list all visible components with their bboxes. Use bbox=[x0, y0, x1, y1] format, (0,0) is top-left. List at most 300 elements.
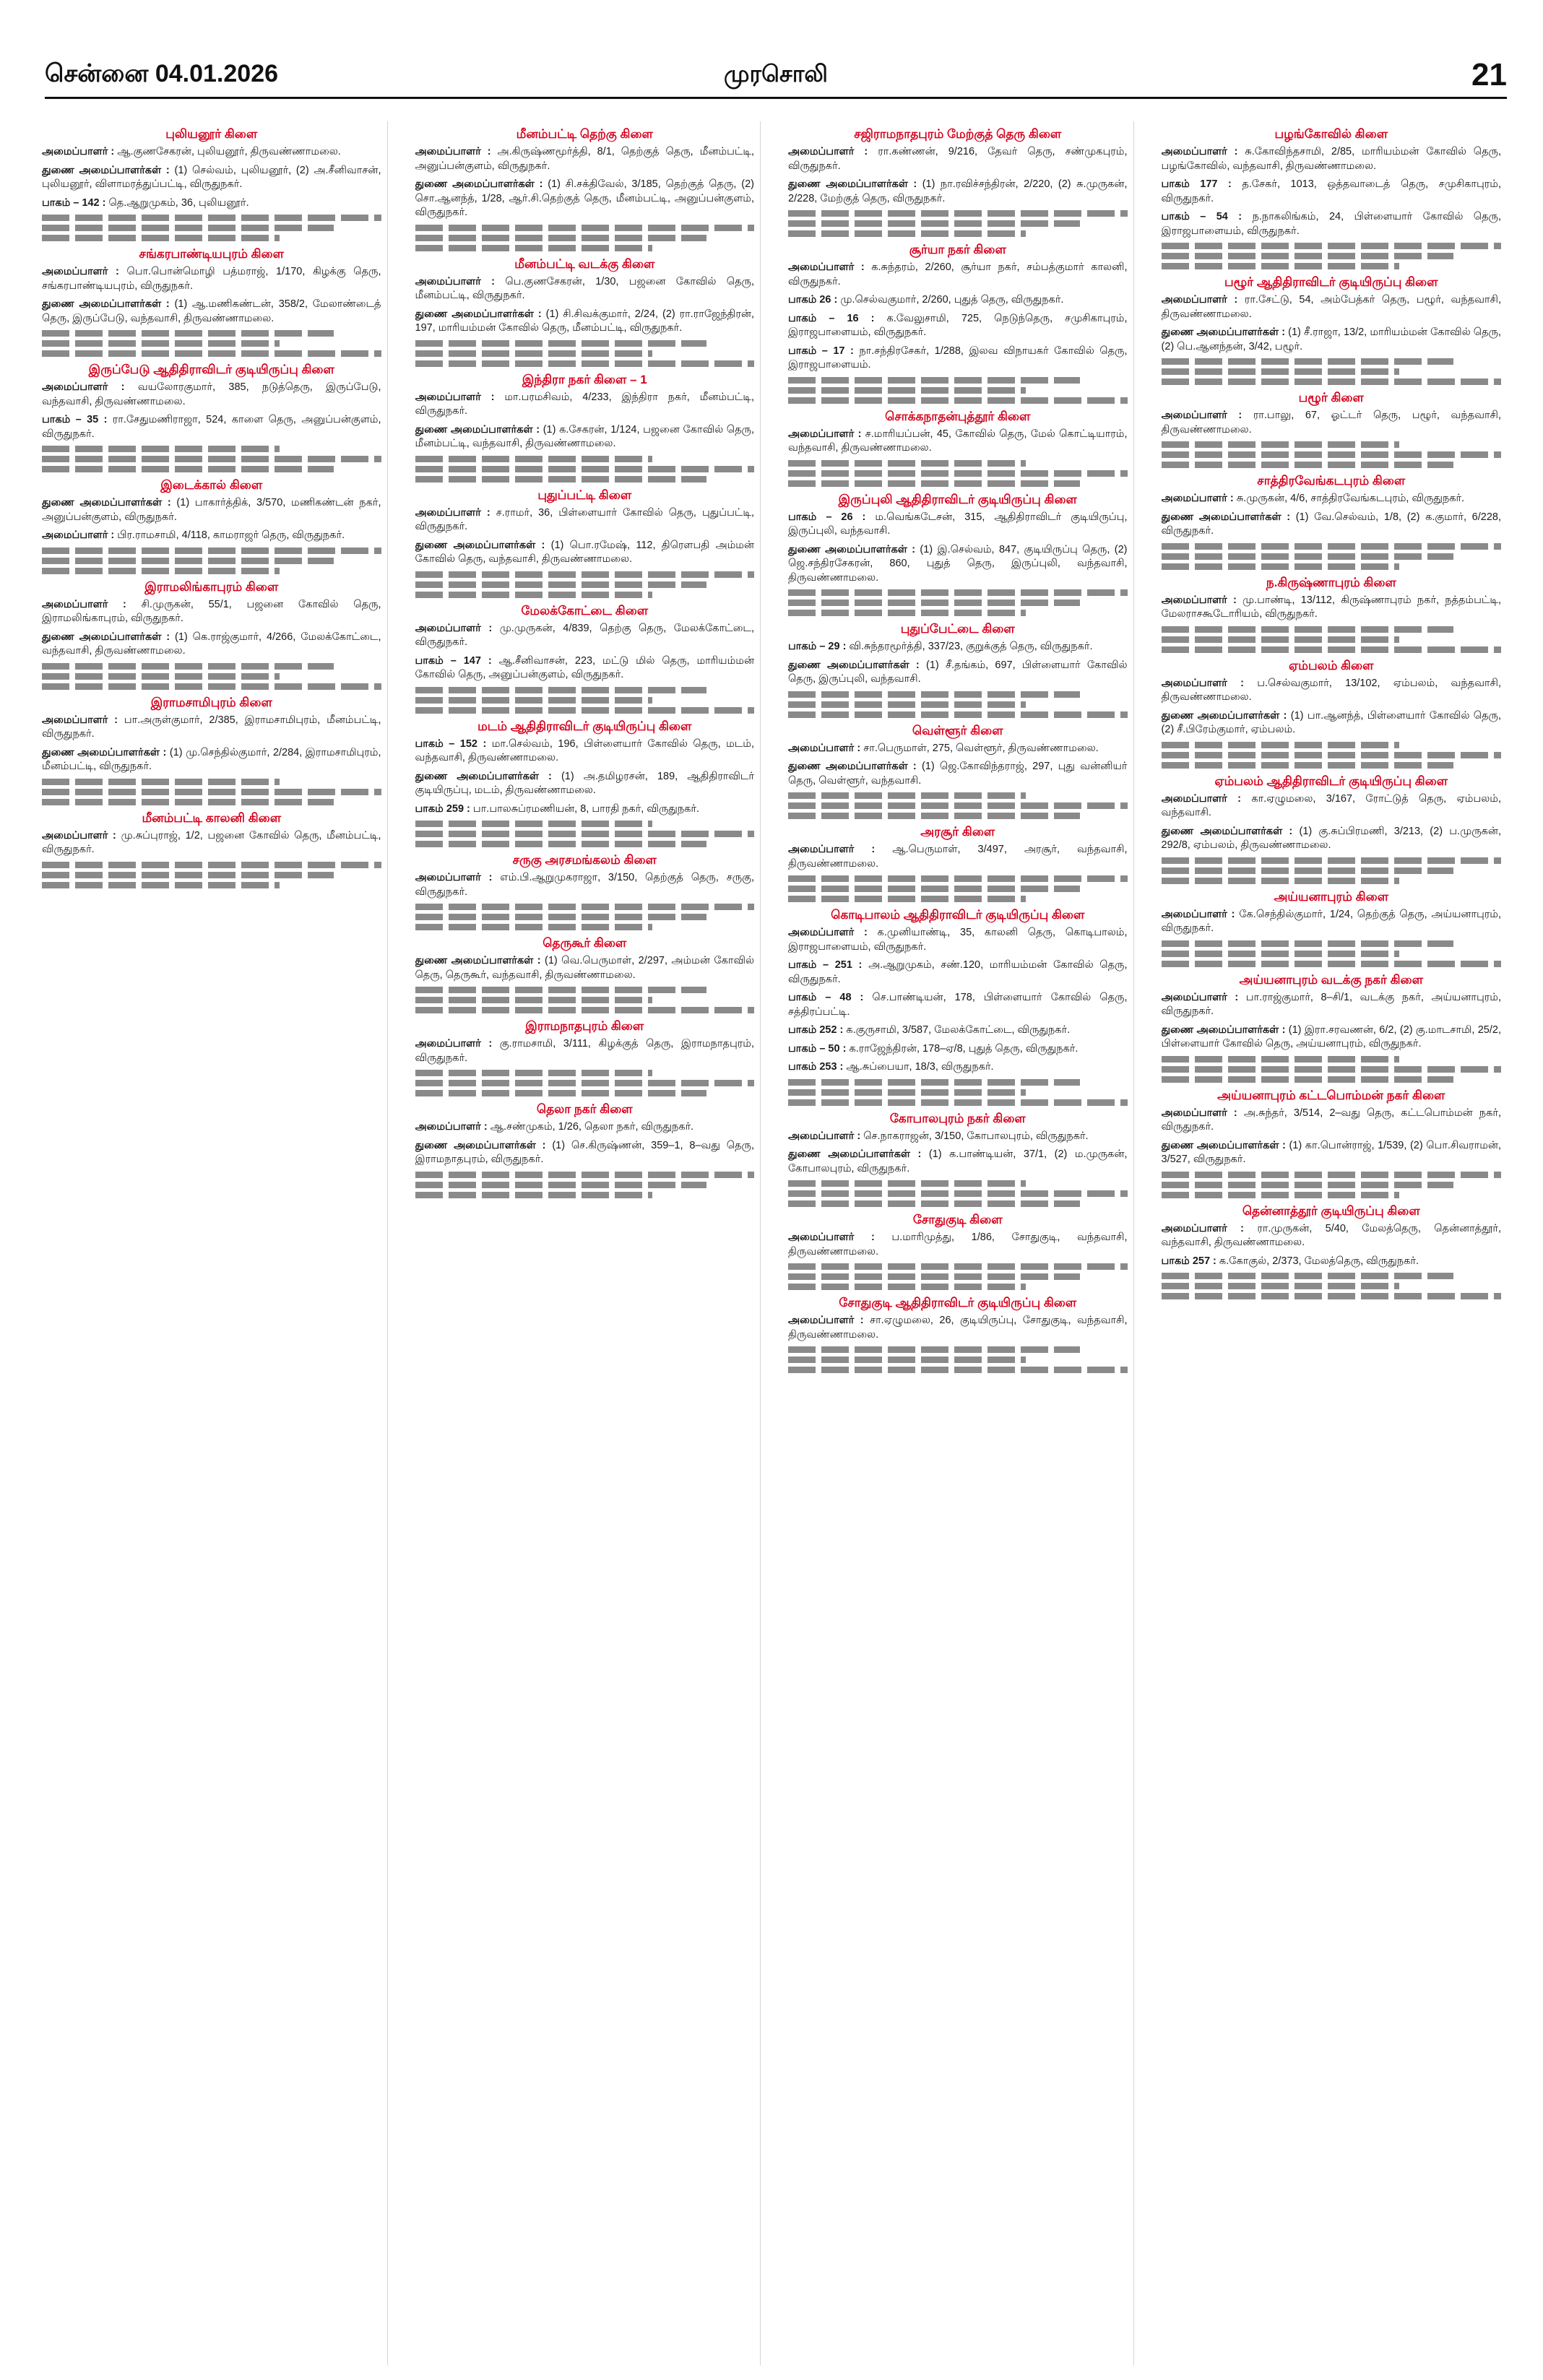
entry-label: பாகம் – 50 : bbox=[788, 1042, 850, 1055]
listing-entry bbox=[415, 654, 755, 683]
entry-label: பாகம் 26 : bbox=[788, 294, 841, 306]
listing-entry bbox=[415, 622, 755, 650]
listing-entry bbox=[415, 802, 755, 817]
listing-entry bbox=[1162, 825, 1502, 853]
section-heading: மீனம்பட்டி வடக்கு கிளை bbox=[514, 256, 655, 271]
dense-text-texture bbox=[415, 571, 755, 578]
entry-label: அமைப்பாளர் : bbox=[788, 428, 865, 440]
listing-entry bbox=[788, 742, 1128, 756]
dense-text-texture bbox=[788, 377, 1080, 384]
entry-label: அமைப்பாளர் : bbox=[1161, 1222, 1258, 1234]
entry-label: துணை அமைப்பாளர்கள் : bbox=[1161, 709, 1291, 722]
dense-text-texture bbox=[788, 896, 1026, 902]
entry-label: துணை அமைப்பாளர்கள் : bbox=[1161, 326, 1289, 338]
listing-entry bbox=[42, 196, 381, 211]
dense-text-texture bbox=[788, 875, 1128, 882]
section-heading: வெள்ளூர் கிளை bbox=[912, 723, 1003, 737]
dense-text-texture bbox=[415, 841, 707, 847]
dense-text-texture bbox=[415, 235, 707, 241]
listing-entry bbox=[1162, 594, 1502, 622]
section-heading: இடைக்கால் கிளை bbox=[160, 478, 263, 492]
entry-label: பாகம் – 54 : bbox=[1161, 211, 1253, 222]
listing-entry bbox=[42, 496, 381, 524]
city-date: சென்னை 04.01.2026 bbox=[45, 59, 279, 87]
entry-text: அ.சுந்தர், 3/514, 2–வது தெரு, கட்டபொம்மன் நகர், விருதுநகர். bbox=[1161, 1107, 1501, 1133]
entry-text: மு.முருகன், 4/839, தெற்கு தெரு, மேலக்கோட்டை, விருதுநகர். bbox=[415, 622, 754, 648]
entry-label: அமைப்பாளர் : bbox=[42, 529, 118, 541]
dense-text-texture bbox=[788, 701, 1026, 708]
entry-label: அமைப்பாளர் : bbox=[1161, 991, 1246, 1003]
listing-entry bbox=[415, 871, 755, 899]
entry-label: அமைப்பாளர் : bbox=[415, 275, 506, 287]
dense-text-texture bbox=[42, 663, 334, 670]
entry-label: பாகம் 177 : bbox=[1161, 178, 1242, 190]
entry-text: ரா.பாலு, 67, ஓட்டர் தெரு, பழூர், வந்தவாசி, திருவண்ணாமலை. bbox=[1161, 410, 1501, 436]
dense-text-texture bbox=[788, 460, 1026, 467]
entry-label: அமைப்பாளர் : bbox=[1161, 594, 1242, 606]
dense-text-texture bbox=[1162, 1283, 1399, 1289]
section-heading: சங்கரபாண்டியபுரம் கிளை bbox=[139, 247, 284, 261]
entry-label: பாகம் – 251 : bbox=[788, 959, 869, 971]
entry-text: (1) நா.ரவிச்சந்திரன், 2/220, (2) சு.முருகன், 2/228, மேற்குத் தெரு, விருதுநகர். bbox=[788, 178, 1128, 204]
dense-text-texture bbox=[42, 683, 381, 690]
listing-entry bbox=[415, 737, 755, 766]
dense-text-texture bbox=[788, 792, 1026, 799]
dense-text-texture bbox=[42, 548, 381, 554]
entry-label: அமைப்பாளர் : bbox=[42, 266, 127, 277]
dense-text-texture bbox=[42, 446, 280, 452]
section-heading: இருப்பேடு ஆதிதிராவிடர் குடியிருப்பு கிளை bbox=[88, 363, 334, 376]
listing-entry bbox=[42, 298, 381, 326]
dense-text-texture bbox=[415, 581, 707, 588]
entry-text: (1) கெ.ராஜ்குமார், 4/266, மேலக்கோட்டை, வந்தவாசி, திருவண்ணாமலை. bbox=[42, 631, 381, 657]
dense-text-texture bbox=[788, 589, 1128, 596]
dense-text-texture bbox=[415, 1172, 755, 1178]
dense-text-texture bbox=[415, 904, 755, 910]
entry-label: பாகம் – 48 : bbox=[788, 992, 873, 1003]
entry-text: ச.ராமர், 36, பிள்ளையார் கோவில் தெரு, புதுப்பட்டி, விருதுநகர். bbox=[415, 506, 754, 532]
dense-text-texture bbox=[1162, 636, 1399, 643]
listing-entry bbox=[1162, 677, 1502, 705]
dense-text-texture bbox=[415, 1070, 653, 1076]
dense-text-texture bbox=[1162, 1182, 1454, 1188]
entry-label: அமைப்பாளர் : bbox=[1161, 677, 1258, 689]
dense-text-texture bbox=[788, 610, 1026, 616]
entry-text: ரா.முருகன், 5/40, மேலத்தெரு, தென்னாத்தூர், வந்தவாசி, திருவண்ணாமலை. bbox=[1161, 1222, 1501, 1248]
listing-entry bbox=[788, 760, 1128, 788]
entry-text: கா.ஏழுமலை, 3/167, ரோட்டுத் தெரு, ஏம்பலம், வந்தவாசி. bbox=[1161, 792, 1501, 818]
entry-text: ம.வெங்கடேசன், 315, ஆதிதிராவிடர் குடியிருப்பு, இருப்புலி, வந்தவாசி. bbox=[788, 511, 1128, 537]
section-heading: அரசூர் கிளை bbox=[920, 825, 995, 839]
dense-text-texture bbox=[1162, 762, 1454, 769]
dense-text-texture bbox=[1162, 378, 1502, 385]
entry-label: அமைப்பாளர் : bbox=[415, 506, 496, 519]
listing-entry bbox=[788, 511, 1128, 539]
entry-label: அமைப்பாளர் : bbox=[788, 146, 878, 157]
dense-text-texture bbox=[788, 711, 1128, 718]
listing-entry bbox=[788, 1060, 1128, 1075]
entry-label: அமைப்பாளர் : bbox=[788, 742, 864, 754]
dense-text-texture bbox=[415, 697, 653, 704]
entry-label: துணை அமைப்பாளர்கள் : bbox=[1161, 825, 1300, 837]
dense-text-texture bbox=[788, 1284, 1026, 1290]
listing-entry bbox=[788, 543, 1128, 586]
listing-entry bbox=[788, 1024, 1128, 1038]
entry-label: அமைப்பாளர் : bbox=[788, 1130, 864, 1142]
section-heading: இராமசாமிபுரம் கிளை bbox=[150, 695, 272, 709]
dense-text-texture bbox=[415, 831, 755, 837]
entry-text: பொ.பொன்மொழி பத்மராஜ், 1/170, கிழக்கு தெரு, சங்கரபாண்டியபுரம், விருதுநகர். bbox=[42, 266, 381, 292]
listing-entry bbox=[788, 1148, 1128, 1176]
dense-text-texture bbox=[788, 886, 1080, 892]
section-heading: மடம் ஆதிதிராவிடர் குடியிருப்பு கிளை bbox=[477, 719, 692, 733]
entry-label: அமைப்பாளர் : bbox=[415, 391, 505, 403]
dense-text-texture bbox=[415, 466, 755, 472]
entry-text: நா.சந்திரசேகர், 1/288, இலவ விநாயகர் கோவில் தெரு, இராஜபாளையம். bbox=[788, 345, 1128, 371]
entry-label: பாகம் – 35 : bbox=[42, 414, 113, 425]
listing-entry bbox=[788, 261, 1128, 289]
listing-entry bbox=[415, 391, 755, 419]
dense-text-texture bbox=[1162, 626, 1454, 633]
entry-label: அமைப்பாளர் : bbox=[42, 829, 121, 841]
entry-text: வயலோரகுமார், 385, நடுத்தெரு, இருப்பேடு, வந்தவாசி, திருவண்ணாமலை. bbox=[42, 381, 381, 407]
entry-text: சா.பெருமாள், 275, வெள்ளூர், திருவண்ணாமலை. bbox=[863, 742, 1099, 754]
entry-text: மா.பரமசிவம், 4/233, இந்திரா நகர், மீனம்பட்டி, விருதுநகர். bbox=[415, 391, 754, 417]
listing-entry bbox=[42, 145, 381, 160]
dense-text-texture bbox=[415, 456, 653, 462]
dense-text-texture bbox=[415, 350, 653, 357]
entry-text: (1) ஜெ.கோவிந்தராஜ், 297, புது வன்னியர் தெரு, வெள்ளூர், வந்தவாசி. bbox=[788, 761, 1128, 787]
dense-text-texture bbox=[788, 480, 1080, 487]
entry-label: பாகம் 252 : bbox=[788, 1024, 847, 1036]
entry-text: ந.நாகலிங்கம், 24, பிள்ளையார் கோவில் தெரு, இராஜபாளையம், விருதுநகர். bbox=[1161, 211, 1501, 237]
entry-text: (1) க.பாண்டியன், 37/1, (2) ம.முருகன், கோபாலபுரம், விருதுநகர். bbox=[788, 1148, 1128, 1174]
dense-text-texture bbox=[1162, 1293, 1502, 1299]
listing-entry bbox=[42, 529, 381, 543]
dense-text-texture bbox=[42, 330, 334, 337]
listing-entry bbox=[1162, 511, 1502, 539]
dense-text-texture bbox=[1162, 940, 1454, 947]
entry-text: சா.ஏழுமலை, 26, குடியிருப்பு, சோதுகுடி, வந்தவாசி, திருவண்ணாமலை. bbox=[788, 1315, 1128, 1341]
entry-text: பெ.குணசேகரன், 1/30, பஜனை கோவில் தெரு, மீனம்பட்டி, விருதுநகர். bbox=[415, 275, 754, 301]
dense-text-texture bbox=[788, 1263, 1128, 1270]
dense-text-texture bbox=[1162, 1066, 1502, 1073]
dense-text-texture bbox=[42, 225, 334, 231]
section-heading: தெலா நகர் கிளை bbox=[536, 1102, 633, 1116]
column-2 bbox=[415, 121, 761, 2366]
entry-label: பாகம் – 142 : bbox=[42, 196, 109, 209]
dense-text-texture bbox=[415, 914, 707, 920]
dense-text-texture bbox=[42, 466, 334, 472]
entry-label: அமைப்பாளர் : bbox=[415, 872, 501, 883]
entry-label: துணை அமைப்பாளர்கள் : bbox=[788, 1148, 929, 1160]
dense-text-texture bbox=[1162, 961, 1502, 967]
entry-label: துணை அமைப்பாளர்கள் : bbox=[1161, 1139, 1289, 1151]
entry-label: துணை அமைப்பாளர்கள் : bbox=[788, 543, 920, 555]
entry-text: ஆ.சண்முகம், 1/26, தெலா நகர், விருதுநகர். bbox=[490, 1121, 694, 1133]
listing-entry bbox=[415, 308, 755, 336]
entry-text: (1) சி.சிவக்குமார், 2/24, (2) ரா.ராஜேந்திரன், 197, மாரியம்மன் கோவில் தெரு, மீனம்பட்டி, விருதுநகர். bbox=[415, 308, 754, 334]
entry-text: ரா.கண்ணன், 9/216, தேவர் தெரு, சண்முகபுரம், விருதுநகர். bbox=[788, 146, 1128, 172]
listing-entry bbox=[42, 829, 381, 857]
listing-entry bbox=[788, 1042, 1128, 1057]
entry-text: (1) செல்வம், புலியனூர், (2) அ.சீனிவாசன், புலியனூர், விளாமரத்துப்பட்டி, விருதுநகர். bbox=[42, 164, 381, 190]
entry-label: அமைப்பாளர் : bbox=[788, 927, 878, 938]
section-heading: அய்யனாபுரம் கிளை bbox=[1274, 889, 1389, 904]
dense-text-texture bbox=[42, 882, 280, 888]
entry-label: துணை அமைப்பாளர்கள் : bbox=[42, 298, 175, 310]
entry-label: துணை அமைப்பாளர்கள் : bbox=[788, 178, 922, 190]
entry-text: செ.பாண்டியன், 178, பிள்ளையார் கோவில் தெரு, சத்திரப்பட்டி. bbox=[788, 992, 1128, 1018]
listing-entry bbox=[788, 1314, 1128, 1342]
entry-text: ஆ.பெருமாள், 3/497, அரசூர், வந்தவாசி, திருவண்ணாமலை. bbox=[788, 844, 1128, 870]
dense-text-texture bbox=[788, 1089, 1026, 1096]
listing-entry bbox=[415, 954, 755, 982]
listing-entry bbox=[788, 178, 1128, 206]
dense-text-texture bbox=[415, 1090, 707, 1096]
listing-entry bbox=[788, 991, 1128, 1019]
dense-text-texture bbox=[415, 987, 707, 993]
listing-entry bbox=[1162, 1107, 1502, 1135]
entry-text: சி.முருகன், 55/1, பஜனை கோவில் தெரு, இராமலிங்காபுரம், விருதுநகர். bbox=[42, 598, 381, 624]
entry-label: துணை அமைப்பாளர்கள் : bbox=[42, 746, 170, 758]
listing-entry bbox=[42, 714, 381, 742]
entry-label: துணை அமைப்பாளர்கள் : bbox=[1161, 511, 1296, 523]
listing-entry bbox=[415, 539, 755, 567]
entry-text: (1) பொ.ரமேஷ், 112, திரௌபதி அம்மன் கோவில் தெரு, வந்தவாசி, திருவண்ணாமலை. bbox=[415, 539, 754, 565]
section-heading: ஏம்பலம் கிளை bbox=[1289, 658, 1374, 672]
dense-text-texture bbox=[1162, 752, 1502, 758]
listing-entry bbox=[1162, 991, 1502, 1019]
section-heading: பழங்கோவில் கிளை bbox=[1274, 127, 1388, 141]
entry-label: பாகம் – 152 : bbox=[415, 737, 492, 750]
entry-label: துணை அமைப்பாளர்கள் : bbox=[788, 761, 922, 772]
dense-text-texture bbox=[788, 1079, 1080, 1086]
dense-text-texture bbox=[42, 673, 280, 680]
listing-entry bbox=[1162, 1255, 1502, 1269]
entry-label: பாகம் – 17 : bbox=[788, 345, 860, 357]
dense-text-texture bbox=[1162, 368, 1399, 375]
section-heading: ஏம்பலம் ஆதிதிராவிடர் குடியிருப்பு கிளை bbox=[1214, 774, 1448, 788]
entry-label: பாகம் – 26 : bbox=[788, 511, 876, 523]
dense-text-texture bbox=[42, 350, 381, 357]
entry-label: அமைப்பாளர் : bbox=[1161, 146, 1245, 157]
dense-text-texture bbox=[415, 476, 707, 483]
dense-text-texture bbox=[415, 340, 707, 347]
section-heading: பழூர் கிளை bbox=[1298, 391, 1364, 404]
section-heading: புதுப்பட்டி கிளை bbox=[537, 488, 632, 502]
entry-text: பா.பாலசுப்ரமணியன், 8, பாரதி நகர், விருதுநகர். bbox=[472, 802, 700, 815]
dense-text-texture bbox=[42, 872, 334, 878]
dense-text-texture bbox=[415, 1192, 653, 1198]
listing-entry bbox=[788, 659, 1128, 687]
section-heading: சோதுகுடி ஆதிதிராவிடர் குடியிருப்பு கிளை bbox=[839, 1296, 1077, 1310]
section-heading: சோதுகுடி கிளை bbox=[912, 1213, 1003, 1226]
dense-text-texture bbox=[788, 691, 1080, 698]
entry-text: (1) இரா.சரவணன், 6/2, (2) கு.மாடசாமி, 25/2, பிள்ளையார் கோவில் தெரு, அய்யனாபுரம், விருதுநகர். bbox=[1161, 1024, 1501, 1050]
entry-text: சு.முருகன், 4/6, சாத்திரவேங்கடபுரம், விருதுநகர். bbox=[1236, 493, 1465, 504]
listing-entry bbox=[788, 926, 1128, 954]
entry-label: துணை அமைப்பாளர்கள் : bbox=[415, 308, 546, 320]
dense-text-texture bbox=[1162, 1076, 1454, 1083]
dense-text-texture bbox=[415, 707, 755, 714]
dense-text-texture bbox=[788, 387, 1026, 394]
listing-entry bbox=[788, 959, 1128, 987]
dense-text-texture bbox=[1162, 253, 1454, 259]
listing-entry bbox=[788, 640, 1128, 654]
listing-entry bbox=[415, 506, 755, 535]
dense-text-texture bbox=[415, 924, 653, 930]
entry-text: ஆ.சுப்பையா, 18/3, விருதுநகர். bbox=[846, 1061, 994, 1073]
dense-text-texture bbox=[788, 1356, 1026, 1363]
dense-text-texture bbox=[1162, 441, 1399, 448]
listing-entry bbox=[1162, 178, 1502, 206]
listing-entry bbox=[42, 265, 381, 293]
section-heading: மேலக்கோட்டை கிளை bbox=[521, 603, 649, 618]
listing-entry bbox=[42, 413, 381, 441]
dense-text-texture bbox=[788, 1190, 1128, 1197]
listing-entry bbox=[42, 381, 381, 409]
listing-entry bbox=[1162, 210, 1502, 238]
entry-label: துணை அமைப்பாளர்கள் : bbox=[42, 164, 175, 176]
entry-text: (1) செ.கிருஷ்ணன், 359–1, 8–வது தெரு, இராமநாதபுரம், விருதுநகர். bbox=[415, 1139, 754, 1165]
entry-text: ரா.சேட்டு, 54, அம்பேத்கர் தெரு, பழூர், வந்தவாசி, திருவண்ணாமலை. bbox=[1161, 294, 1501, 320]
dense-text-texture bbox=[1162, 451, 1502, 458]
dense-text-texture bbox=[42, 558, 334, 564]
listing-entry bbox=[415, 1139, 755, 1167]
listing-entry bbox=[1162, 1222, 1502, 1250]
entry-label: துணை அமைப்பாளர்கள் : bbox=[415, 539, 551, 551]
section-heading: இராமலிங்காபுரம் கிளை bbox=[144, 579, 279, 594]
entry-text: (1) வே.செல்வம், 1/8, (2) க.குமார், 6/228, விருதுநகர். bbox=[1161, 511, 1501, 537]
section-heading: மீனம்பட்டி தெற்கு கிளை bbox=[516, 127, 653, 141]
entry-text: (1) சி.சக்திவேல், 3/185, தெற்குத் தெரு, (2) சொ.ஆனந்த், 1/28, ஆர்.சி.தெற்குத் தெரு, மீனம்பட்டி, அனுப்பன்குளம், விருதுநகர். bbox=[415, 178, 755, 218]
entry-text: தெ.ஆறுமுகம், 36, புலியனூர். bbox=[108, 196, 249, 209]
dense-text-texture bbox=[42, 862, 381, 868]
section-heading: சருகு அரசமங்கலம் கிளை bbox=[512, 853, 657, 867]
dense-text-texture bbox=[42, 456, 381, 462]
section-heading: கோபாலபுரம் நகர் கிளை bbox=[889, 1111, 1026, 1125]
listing-entry bbox=[788, 293, 1128, 308]
entry-label: அமைப்பாளர் : bbox=[1161, 493, 1237, 504]
entry-label: துணை அமைப்பாளர்கள் : bbox=[415, 423, 543, 436]
entry-label: அமைப்பாளர் : bbox=[42, 598, 142, 610]
dense-text-texture bbox=[1162, 263, 1399, 269]
column-3 bbox=[788, 121, 1134, 2366]
entry-label: பாகம் – 29 : bbox=[788, 641, 850, 652]
entry-text: அ.ஆறுமுகம், சண்.120, மாரியம்மன் கோவில் தெரு, விருதுநகர். bbox=[788, 959, 1128, 985]
entry-text: (1) இ.செல்வம், 847, குடியிருப்பு தெரு, (2) ஜெ.சந்திரசேகரன், 860, புதுத் தெரு, இருப்புலி, வந்தவாசி, திருவண்ணாமலை. bbox=[788, 543, 1128, 584]
listing-entry bbox=[42, 164, 381, 192]
page-number: 21 bbox=[1471, 57, 1507, 92]
dense-text-texture bbox=[1162, 358, 1454, 365]
listing-entry bbox=[42, 598, 381, 626]
dense-text-texture bbox=[1162, 646, 1502, 653]
dense-text-texture bbox=[788, 1099, 1128, 1106]
dense-text-texture bbox=[1162, 553, 1454, 560]
listing-entry bbox=[1162, 1139, 1502, 1167]
entry-text: அ.கிருஷ்ணமூர்த்தி, 8/1, தெற்குத் தெரு, மீனம்பட்டி, அனுப்பன்குளம், விருதுநகர். bbox=[415, 146, 754, 172]
dense-text-texture bbox=[415, 592, 653, 598]
entry-label: அமைப்பாளர் : bbox=[415, 1038, 500, 1050]
entry-label: துணை அமைப்பாளர்கள் : bbox=[415, 1139, 553, 1151]
entry-label: துணை அமைப்பாளர்கள் : bbox=[415, 178, 548, 190]
entry-text: (1) சீ.தங்கம், 697, பிள்ளையார் கோவில் தெரு, இருப்புலி, வந்தவாசி. bbox=[788, 659, 1128, 685]
column-1 bbox=[42, 121, 388, 2366]
section-heading: பழூர் ஆதிதிராவிடர் குடியிருப்பு கிளை bbox=[1224, 275, 1438, 289]
entry-text: (1) சீ.ராஜா, 13/2, மாரியம்மன் கோவில் தெரு, (2) பெ.ஆனந்தன், 3/42, பழூர். bbox=[1161, 326, 1501, 352]
entry-text: ப.செல்வகுமார், 13/102, ஏம்பலம், வந்தவாசி, திருவண்ணாமலை. bbox=[1161, 677, 1501, 703]
dense-text-texture bbox=[1162, 543, 1502, 550]
listing-entry bbox=[1162, 792, 1502, 821]
entry-text: பா.ராஜ்குமார், 8–சி/1, வடக்கு நகர், அய்யனாபுரம், விருதுநகர். bbox=[1161, 991, 1501, 1017]
entry-text: பா.அருள்குமார், 2/385, இராமசாமிபுரம், மீனம்பட்டி, விருதுநகர். bbox=[42, 714, 381, 740]
entry-text: மு.பாண்டி, 13/112, கிருஷ்ணாபுரம் நகர், நத்தம்பட்டி, மேலராசகூடோரியம், விருதுநகர். bbox=[1161, 594, 1501, 620]
listing-entry bbox=[1162, 145, 1502, 173]
dense-text-texture bbox=[1162, 878, 1399, 884]
entry-text: பிர.ராமசாமி, 4/118, காமராஜர் தெரு, விருதுநகர். bbox=[117, 529, 345, 541]
entry-text: ஆ.சீனிவாசன், 223, மட்டு மில் தெரு, மாரியம்மன் கோவில் தெரு, அனுப்பன்குளம், விருதுநகர். bbox=[415, 654, 755, 680]
entry-label: துணை அமைப்பாளர்கள் : bbox=[1161, 1024, 1289, 1036]
entry-label: துணை அமைப்பாளர்கள் : bbox=[42, 497, 177, 509]
section-heading: இராமநாதபுரம் கிளை bbox=[525, 1019, 644, 1033]
dense-text-texture bbox=[1162, 951, 1399, 957]
dense-text-texture bbox=[42, 799, 334, 805]
listing-entry bbox=[1162, 293, 1502, 321]
section-heading: இருப்புலி ஆதிதிராவிடர் குடியிருப்பு கிளை bbox=[838, 492, 1077, 506]
entry-text: க.சுந்தரம், 2/260, சூர்யா நகர், சம்பத்குமார் காலனி, விருதுநகர். bbox=[788, 261, 1128, 287]
entry-text: மு.செல்வகுமார், 2/260, புதுத் தெரு, விருதுநகர். bbox=[840, 294, 1064, 306]
entry-text: ரா.சேதுமணிராஜா, 524, காளை தெரு, அனுப்பன்குளம், விருதுநகர். bbox=[42, 414, 381, 440]
dense-text-texture bbox=[1162, 462, 1454, 468]
entry-label: அமைப்பாளர் : bbox=[1161, 908, 1240, 920]
listing-entry bbox=[1162, 1024, 1502, 1052]
listing-entry bbox=[1162, 709, 1502, 737]
listing-entry bbox=[788, 145, 1128, 173]
dense-text-texture bbox=[415, 1182, 707, 1188]
listing-entry bbox=[788, 428, 1128, 456]
entry-text: (1) க.சேகரன், 1/124, பஜனை கோவில் தெரு, மீனம்பட்டி, வந்தவாசி, திருவண்ணாமலை. bbox=[415, 423, 754, 449]
section-heading: கொடிபாலம் ஆதிதிராவிடர் குடியிருப்பு கிளை bbox=[831, 908, 1085, 922]
entry-text: மா.செல்வம், 196, பிள்ளையார் கோவில் தெரு, மடம், வந்தவாசி, திருவண்ணாமலை. bbox=[415, 737, 754, 763]
dense-text-texture bbox=[415, 245, 653, 251]
listing-entry bbox=[415, 1037, 755, 1065]
dense-text-texture bbox=[788, 600, 1080, 606]
dense-text-texture bbox=[1162, 243, 1502, 249]
section-heading: அய்யனாபுரம் கட்டபொம்மன் நகர் கிளை bbox=[1217, 1088, 1445, 1102]
entry-text: கே.செந்தில்குமார், 1/24, தெற்குத் தெரு, அய்யனாபுரம், விருதுநகர். bbox=[1161, 908, 1501, 934]
entry-text: கு.ராமசாமி, 3/111, கிழக்குத் தெரு, இராமநாதபுரம், விருதுநகர். bbox=[415, 1038, 754, 1064]
entry-text: ஆ.குணசேகரன், புலியனூர், திருவண்ணாமலை. bbox=[117, 146, 341, 157]
dense-text-texture bbox=[788, 470, 1128, 477]
dense-text-texture bbox=[1162, 1192, 1399, 1198]
listing-entry bbox=[788, 312, 1128, 340]
entry-text: க.கோகுல், 2/373, மேலத்தெரு, விருதுநகர். bbox=[1219, 1255, 1419, 1267]
paper-name: முரசொலி bbox=[724, 60, 828, 87]
entry-text: வி.சுந்தரமூர்த்தி, 337/23, குறுக்குத் தெரு, விருதுநகர். bbox=[849, 641, 1093, 652]
section-heading: தெருகூர் கிளை bbox=[543, 936, 627, 950]
entry-label: பாகம் 253 : bbox=[788, 1061, 847, 1073]
entry-label: அமைப்பாளர் : bbox=[788, 1315, 870, 1326]
listing-entry bbox=[415, 770, 755, 798]
dense-text-texture bbox=[1162, 857, 1502, 864]
entry-label: அமைப்பாளர் : bbox=[788, 261, 872, 273]
dense-text-texture bbox=[42, 235, 280, 241]
entry-label: அமைப்பாளர் : bbox=[415, 1121, 490, 1133]
listing-entry bbox=[415, 275, 755, 303]
listing-entry bbox=[1162, 908, 1502, 936]
entry-label: அமைப்பாளர் : bbox=[415, 622, 500, 634]
